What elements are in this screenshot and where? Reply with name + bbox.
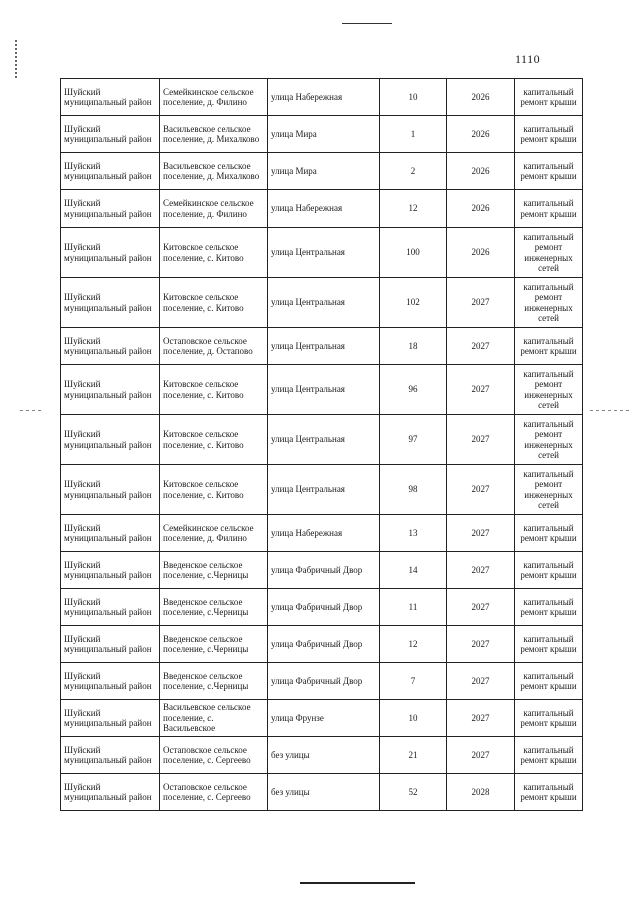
work-type-cell: капитальный ремонт инженерных сетей: [515, 365, 583, 415]
district-cell: Шуйский муниципальный район: [61, 278, 160, 328]
table-row: [61, 737, 583, 774]
table-row: [61, 552, 583, 589]
work-type-cell: капитальный ремонт крыши: [515, 589, 583, 626]
street-cell: улица Мира: [268, 116, 380, 153]
house-number-cell: 1: [380, 116, 447, 153]
table-row: [61, 190, 583, 228]
table-row: [61, 365, 583, 415]
work-type-cell: капитальный ремонт крыши: [515, 153, 583, 190]
street-cell: без улицы: [268, 774, 380, 811]
district-cell: Шуйский муниципальный район: [61, 328, 160, 365]
district-cell: Шуйский муниципальный район: [61, 700, 160, 737]
house-number-cell: 102: [380, 278, 447, 328]
house-number-cell: 21: [380, 737, 447, 774]
district-cell: Шуйский муниципальный район: [61, 774, 160, 811]
work-type-cell: капитальный ремонт крыши: [515, 190, 583, 228]
house-number-cell: 10: [380, 700, 447, 737]
house-number-cell: 98: [380, 465, 447, 515]
house-number-cell: 52: [380, 774, 447, 811]
work-type-cell: капитальный ремонт крыши: [515, 552, 583, 589]
settlement-cell: Введенское сельское поселение, с.Черницы: [160, 552, 268, 589]
street-cell: улица Набережная: [268, 79, 380, 116]
year-cell: 2027: [447, 552, 515, 589]
house-number-cell: 100: [380, 228, 447, 278]
street-cell: улица Центральная: [268, 328, 380, 365]
street-cell: улица Центральная: [268, 465, 380, 515]
street-cell: улица Фабричный Двор: [268, 589, 380, 626]
district-cell: Шуйский муниципальный район: [61, 626, 160, 663]
district-cell: Шуйский муниципальный район: [61, 589, 160, 626]
settlement-cell: Семейкинское сельское поселение, д. Филино: [160, 190, 268, 228]
work-type-cell: капитальный ремонт инженерных сетей: [515, 278, 583, 328]
settlement-cell: Васильевское сельское поселение, с. Васильевское: [160, 700, 268, 737]
year-cell: 2026: [447, 116, 515, 153]
table-row: [61, 700, 583, 737]
year-cell: 2026: [447, 228, 515, 278]
table-row: [61, 774, 583, 811]
work-type-cell: капитальный ремонт крыши: [515, 79, 583, 116]
settlement-cell: Китовское сельское поселение, с. Китово: [160, 365, 268, 415]
work-type-cell: капитальный ремонт крыши: [515, 774, 583, 811]
district-cell: Шуйский муниципальный район: [61, 79, 160, 116]
house-number-cell: 13: [380, 515, 447, 552]
house-number-cell: 7: [380, 663, 447, 700]
street-cell: без улицы: [268, 737, 380, 774]
year-cell: 2027: [447, 589, 515, 626]
year-cell: 2027: [447, 465, 515, 515]
street-cell: улица Центральная: [268, 228, 380, 278]
work-type-cell: капитальный ремонт инженерных сетей: [515, 228, 583, 278]
district-cell: Шуйский муниципальный район: [61, 365, 160, 415]
settlement-cell: Семейкинское сельское поселение, д. Филино: [160, 515, 268, 552]
table-row: [61, 328, 583, 365]
settlement-cell: Введенское сельское поселение, с.Черницы: [160, 589, 268, 626]
settlement-cell: Остаповское сельское поселение, с. Сергеево: [160, 737, 268, 774]
street-cell: улица Центральная: [268, 278, 380, 328]
work-type-cell: капитальный ремонт крыши: [515, 515, 583, 552]
year-cell: 2027: [447, 700, 515, 737]
work-type-cell: капитальный ремонт крыши: [515, 328, 583, 365]
house-number-cell: 12: [380, 626, 447, 663]
house-number-cell: 14: [380, 552, 447, 589]
settlement-cell: Китовское сельское поселение, с. Китово: [160, 278, 268, 328]
table-body: [61, 79, 583, 811]
settlement-cell: Введенское сельское поселение, с.Черницы: [160, 626, 268, 663]
table-row: [61, 228, 583, 278]
top-rule: [342, 23, 392, 24]
work-type-cell: капитальный ремонт крыши: [515, 626, 583, 663]
settlement-cell: Введенское сельское поселение, с.Черницы: [160, 663, 268, 700]
street-cell: улица Фабричный Двор: [268, 626, 380, 663]
table-row: [61, 626, 583, 663]
district-cell: Шуйский муниципальный район: [61, 228, 160, 278]
page-number: 1110: [515, 52, 541, 66]
district-cell: Шуйский муниципальный район: [61, 465, 160, 515]
year-cell: 2027: [447, 328, 515, 365]
year-cell: 2028: [447, 774, 515, 811]
year-cell: 2026: [447, 79, 515, 116]
settlement-cell: Китовское сельское поселение, с. Китово: [160, 228, 268, 278]
district-cell: Шуйский муниципальный район: [61, 737, 160, 774]
year-cell: 2027: [447, 278, 515, 328]
settlement-cell: Остаповское сельское поселение, д. Остапово: [160, 328, 268, 365]
street-cell: улица Центральная: [268, 365, 380, 415]
district-cell: Шуйский муниципальный район: [61, 190, 160, 228]
house-number-cell: 2: [380, 153, 447, 190]
year-cell: 2027: [447, 737, 515, 774]
work-type-cell: капитальный ремонт крыши: [515, 663, 583, 700]
year-cell: 2027: [447, 626, 515, 663]
table-row: [61, 663, 583, 700]
street-cell: улица Фабричный Двор: [268, 552, 380, 589]
table-row: [61, 515, 583, 552]
work-type-cell: капитальный ремонт инженерных сетей: [515, 465, 583, 515]
year-cell: 2027: [447, 663, 515, 700]
street-cell: улица Мира: [268, 153, 380, 190]
house-number-cell: 10: [380, 79, 447, 116]
settlement-cell: Семейкинское сельское поселение, д. Филино: [160, 79, 268, 116]
street-cell: улица Набережная: [268, 190, 380, 228]
scan-mark: [15, 40, 17, 80]
street-cell: улица Фабричный Двор: [268, 663, 380, 700]
table-row: [61, 79, 583, 116]
table-row: [61, 465, 583, 515]
district-cell: Шуйский муниципальный район: [61, 515, 160, 552]
work-type-cell: капитальный ремонт крыши: [515, 737, 583, 774]
house-number-cell: 11: [380, 589, 447, 626]
year-cell: 2026: [447, 153, 515, 190]
house-number-cell: 96: [380, 365, 447, 415]
street-cell: улица Набережная: [268, 515, 380, 552]
settlement-cell: Васильевское сельское поселение, д. Михалково: [160, 116, 268, 153]
street-cell: улица Фрунзе: [268, 700, 380, 737]
settlement-cell: Остаповское сельское поселение, с. Сергеево: [160, 774, 268, 811]
district-cell: Шуйский муниципальный район: [61, 153, 160, 190]
year-cell: 2027: [447, 365, 515, 415]
settlement-cell: Китовское сельское поселение, с. Китово: [160, 465, 268, 515]
work-type-cell: капитальный ремонт инженерных сетей: [515, 415, 583, 465]
year-cell: 2027: [447, 515, 515, 552]
settlement-cell: Китовское сельское поселение, с. Китово: [160, 415, 268, 465]
table-row: [61, 153, 583, 190]
settlement-cell: Васильевское сельское поселение, д. Михалково: [160, 153, 268, 190]
house-number-cell: 12: [380, 190, 447, 228]
table-row: [61, 116, 583, 153]
district-cell: Шуйский муниципальный район: [61, 663, 160, 700]
table-row: [61, 589, 583, 626]
district-cell: Шуйский муниципальный район: [61, 415, 160, 465]
work-type-cell: капитальный ремонт крыши: [515, 700, 583, 737]
bottom-rule: [300, 882, 415, 884]
house-number-cell: 18: [380, 328, 447, 365]
scan-dash-right: [590, 410, 630, 411]
housing-repair-table: [60, 78, 583, 811]
year-cell: 2026: [447, 190, 515, 228]
work-type-cell: капитальный ремонт крыши: [515, 116, 583, 153]
table-row: [61, 278, 583, 328]
street-cell: улица Центральная: [268, 415, 380, 465]
year-cell: 2027: [447, 415, 515, 465]
scan-dash-left: [20, 410, 42, 411]
district-cell: Шуйский муниципальный район: [61, 116, 160, 153]
district-cell: Шуйский муниципальный район: [61, 552, 160, 589]
house-number-cell: 97: [380, 415, 447, 465]
table-row: [61, 415, 583, 465]
